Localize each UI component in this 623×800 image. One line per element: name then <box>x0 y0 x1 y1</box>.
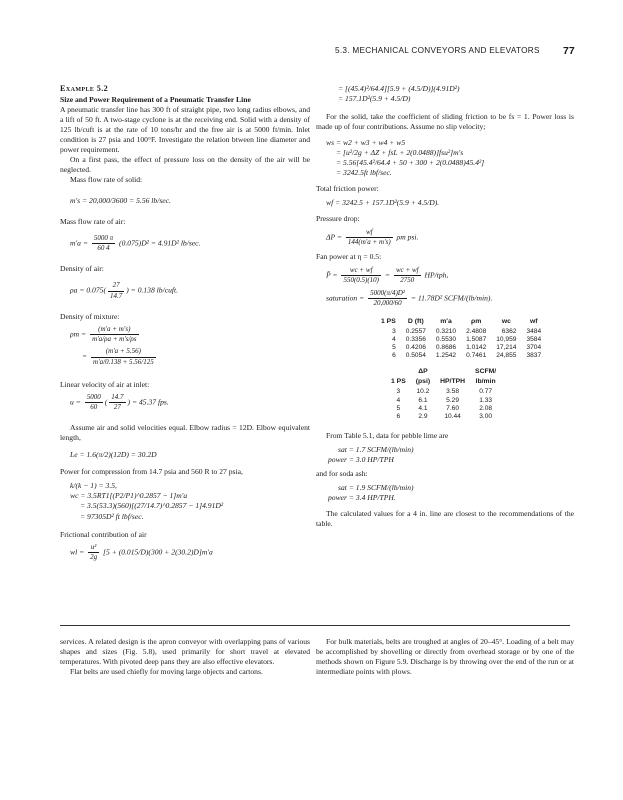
eq-friction-air-2: = [(45.4)²/64.4][5.9 + (4.5/D)](4.91D²) <box>338 84 460 93</box>
eq-ws-1: ws = w2 + w3 + w4 + w5 <box>326 138 406 148</box>
eq-saturation: saturation = $\frac{\text{5000(π/4)D²}}{20,000/60}$ = 11.78D² SCFM/(lb/min). <box>326 289 493 308</box>
table-row: 5 4.1 7.60 2.08 <box>396 404 493 412</box>
bottom-left-paragraph-2: Flat belts are used chiefly for moving large objects and cartons. <box>70 667 263 677</box>
fan-power-label: Fan power at η = 0.5: <box>316 251 382 261</box>
running-title: 5.3. MECHANICAL CONVEYORS AND ELEVATORS <box>335 46 540 55</box>
eq-total-friction: wf = 3242.5 + 157.1D²(5.9 + 4.5/D). <box>326 198 440 208</box>
table-row: 3 10.2 3.58 0.77 <box>396 388 493 396</box>
eq-wc-3: = 97305D² ft lbf/sec. <box>80 511 144 521</box>
page-header <box>0 46 623 58</box>
example-intro: A pneumatic transfer line has 300 ft of straight pipe, two long radius elbows, and a lift of 50 ft. A two-stage cyclone is at the receiving end. Solid with a density of 125 lb/cuft is at the rate of 10 tons/hr and the free air is at 5000 ft/min. Inlet condition is 27 psia and 100°F. Investigate the relation btween line diameter and power requirement. <box>60 104 310 154</box>
table51-text: From Table 5.1, data for pebble lime are <box>326 431 449 441</box>
first-pass-text: On a first pass, the effect of pressure loss on the density of the air will be neglected. <box>60 154 310 174</box>
table-row: 4 0.3356 0.5530 1.5087 10,959 3584 <box>392 335 542 343</box>
bottom-right-paragraph-1: For bulk materials, belts are troughed at angles of 20–45°. Loading of a belt may be accomplished by shovelling or directly from overhead storage or by one of the methods shown on Figure 5.9. Discharge is by throwing over the end of the run or at intermediate points with plows. <box>316 637 574 677</box>
table-row: 5 0.4206 0.8686 1.0142 17,214 3704 <box>392 344 542 352</box>
eq-power-pebble-lime: power = 3.0 HP/TPH <box>328 455 394 465</box>
eq-sat-pebble-lime: sat = 1.7 SCFM/(lb/min) <box>338 445 414 455</box>
compression-label: Power for compression from 14.7 psia and 560 R to 27 psia, <box>60 467 243 477</box>
solid-friction-text: For the solid, take the coefficient of sliding friction to be fs = 1. Power loss is made up of four contributions. Assume no slip velocity; <box>316 112 574 132</box>
table-row: 4 6.1 5.29 1.33 <box>396 396 493 404</box>
eq-mass-flow-air: m′a = $\frac{5000 \pi}{60 4}$ (0.075)D² = 4.91D² lb/sec. <box>70 234 201 253</box>
soda-ash-label: and for soda ash: <box>316 469 368 479</box>
results-table-1 <box>376 317 546 361</box>
eq-wc-1: wc = 3.5RT1[(P2/P1)^0.2857 − 1]m′a <box>70 491 188 501</box>
mass-flow-air-label: Mass flow rate of air: <box>60 216 126 226</box>
eq-ws-2: = [u²/2g + ΔZ + fsL + 2(0.0488)]fsu²]m′s <box>336 148 464 158</box>
eq-density-mixture-1: ρm = $\frac{(m'a + m's)}{m'a/\rho a + m's/\rho s}$ <box>70 324 137 344</box>
velocity-label: Linear velocity of air at inlet: <box>60 379 150 389</box>
assume-text: Assume air and solid velocities equal. Elbow radius = 12D. Elbow equivalent length, <box>60 423 310 443</box>
density-air-label: Density of air: <box>60 264 104 274</box>
conclusion-text: The calculated values for a 4 in. line are closest to the recommendations of the table. <box>316 509 574 529</box>
right-column <box>316 84 574 530</box>
table-header-row: 1 PS D (ft) m′a ρm wc wf <box>381 317 538 325</box>
eq-elbow-length: Le = 1.6(π/2)(12D) = 30.2D <box>70 450 157 460</box>
eq-ws-4: = 3242.5ft lbf/sec. <box>336 168 392 178</box>
density-mixture-label: Density of mixture: <box>60 311 120 321</box>
eq-friction-air: wl = $\frac{\text{u²}}{2g}$ [5 + (0.015/D)(300 + 2(30.2)D]m′a <box>70 542 213 561</box>
bottom-left-column <box>60 637 310 677</box>
results-table-2 <box>386 367 501 422</box>
eq-velocity: u = $\frac{5000}{60}$ ( $\frac{14.7}{27}$ ) = 45.37 fps. <box>70 392 169 412</box>
page-number: 77 <box>563 45 575 57</box>
example-label: Example 5.2 <box>60 84 109 93</box>
eq-density-mixture-2: = $\frac{(m'a + 5.56)}{m'a/0.138 + 5.56/125}$ <box>82 347 154 366</box>
table-row: 3 0.2557 0.3210 2.4808 6362 3484 <box>392 327 542 335</box>
friction-air-label: Frictional contribution of air <box>60 529 147 539</box>
table-header-row: 1 PS (psi) HP/TPH lb/min <box>391 378 496 386</box>
section-divider <box>60 625 570 626</box>
eq-density-air: ρa = 0.075( $\frac{27}{14.7}$ ) = 0.138 lb/cuft. <box>70 281 178 300</box>
table-header-row-top: ΔP SCFM/ <box>418 367 497 375</box>
table-row: 6 2.9 10.44 3.00 <box>396 413 493 421</box>
eq-power-soda-ash: power = 3.4 HP/TPH. <box>328 493 396 503</box>
pressure-drop-label: Pressure drop: <box>316 214 360 224</box>
eq-ws-3: = 5.56[45.4²/64.4 + 50 + 300 + 2(0.0488)45.4²] <box>336 158 485 168</box>
bottom-left-paragraph-1: services. A related design is the apron conveyor with overlapping pans of various shapes and sizes (Fig. 5.8), used primarily for short travel at elevated temperatures. With pivoted deep pans they are also effective elevators. <box>60 637 310 667</box>
eq-sat-soda-ash: sat = 1.9 SCFM/(lb/min) <box>338 483 414 493</box>
eq-pressure-drop: ΔP = $\frac{wf}{144(m'a + m's)}$ ρm psi. <box>326 228 419 247</box>
eq-k-ratio: k/(k − 1) = 3.5, <box>70 481 117 491</box>
eq-mass-flow-solid: m′s = 20,000/3600 = 5.56 lb/sec. <box>70 195 171 205</box>
left-column <box>60 84 310 565</box>
table-row: 6 0.5054 1.2542 0.7461 24,855 3837 <box>392 352 542 360</box>
example-title: Size and Power Requirement of a Pneumatic Transfer Line <box>60 94 251 104</box>
eq-wc-2: = 3.5(53.3)(560)[(27/14.7)^0.2857 − 1]4.91D² <box>80 501 224 511</box>
bottom-right-column <box>316 637 574 677</box>
eq-fan-power: P̂ = $\frac{wc + wf}{550(0.5)(10)}$ = $\frac{wc + wf}{2750}$ HP/tph, <box>326 265 449 284</box>
total-friction-label: Total friction power: <box>316 184 379 194</box>
mass-flow-solid-label: Mass flow rate of solid: <box>70 174 143 184</box>
eq-friction-air-3: = 157.1D²(5.9 + 4.5/D) <box>338 94 411 104</box>
